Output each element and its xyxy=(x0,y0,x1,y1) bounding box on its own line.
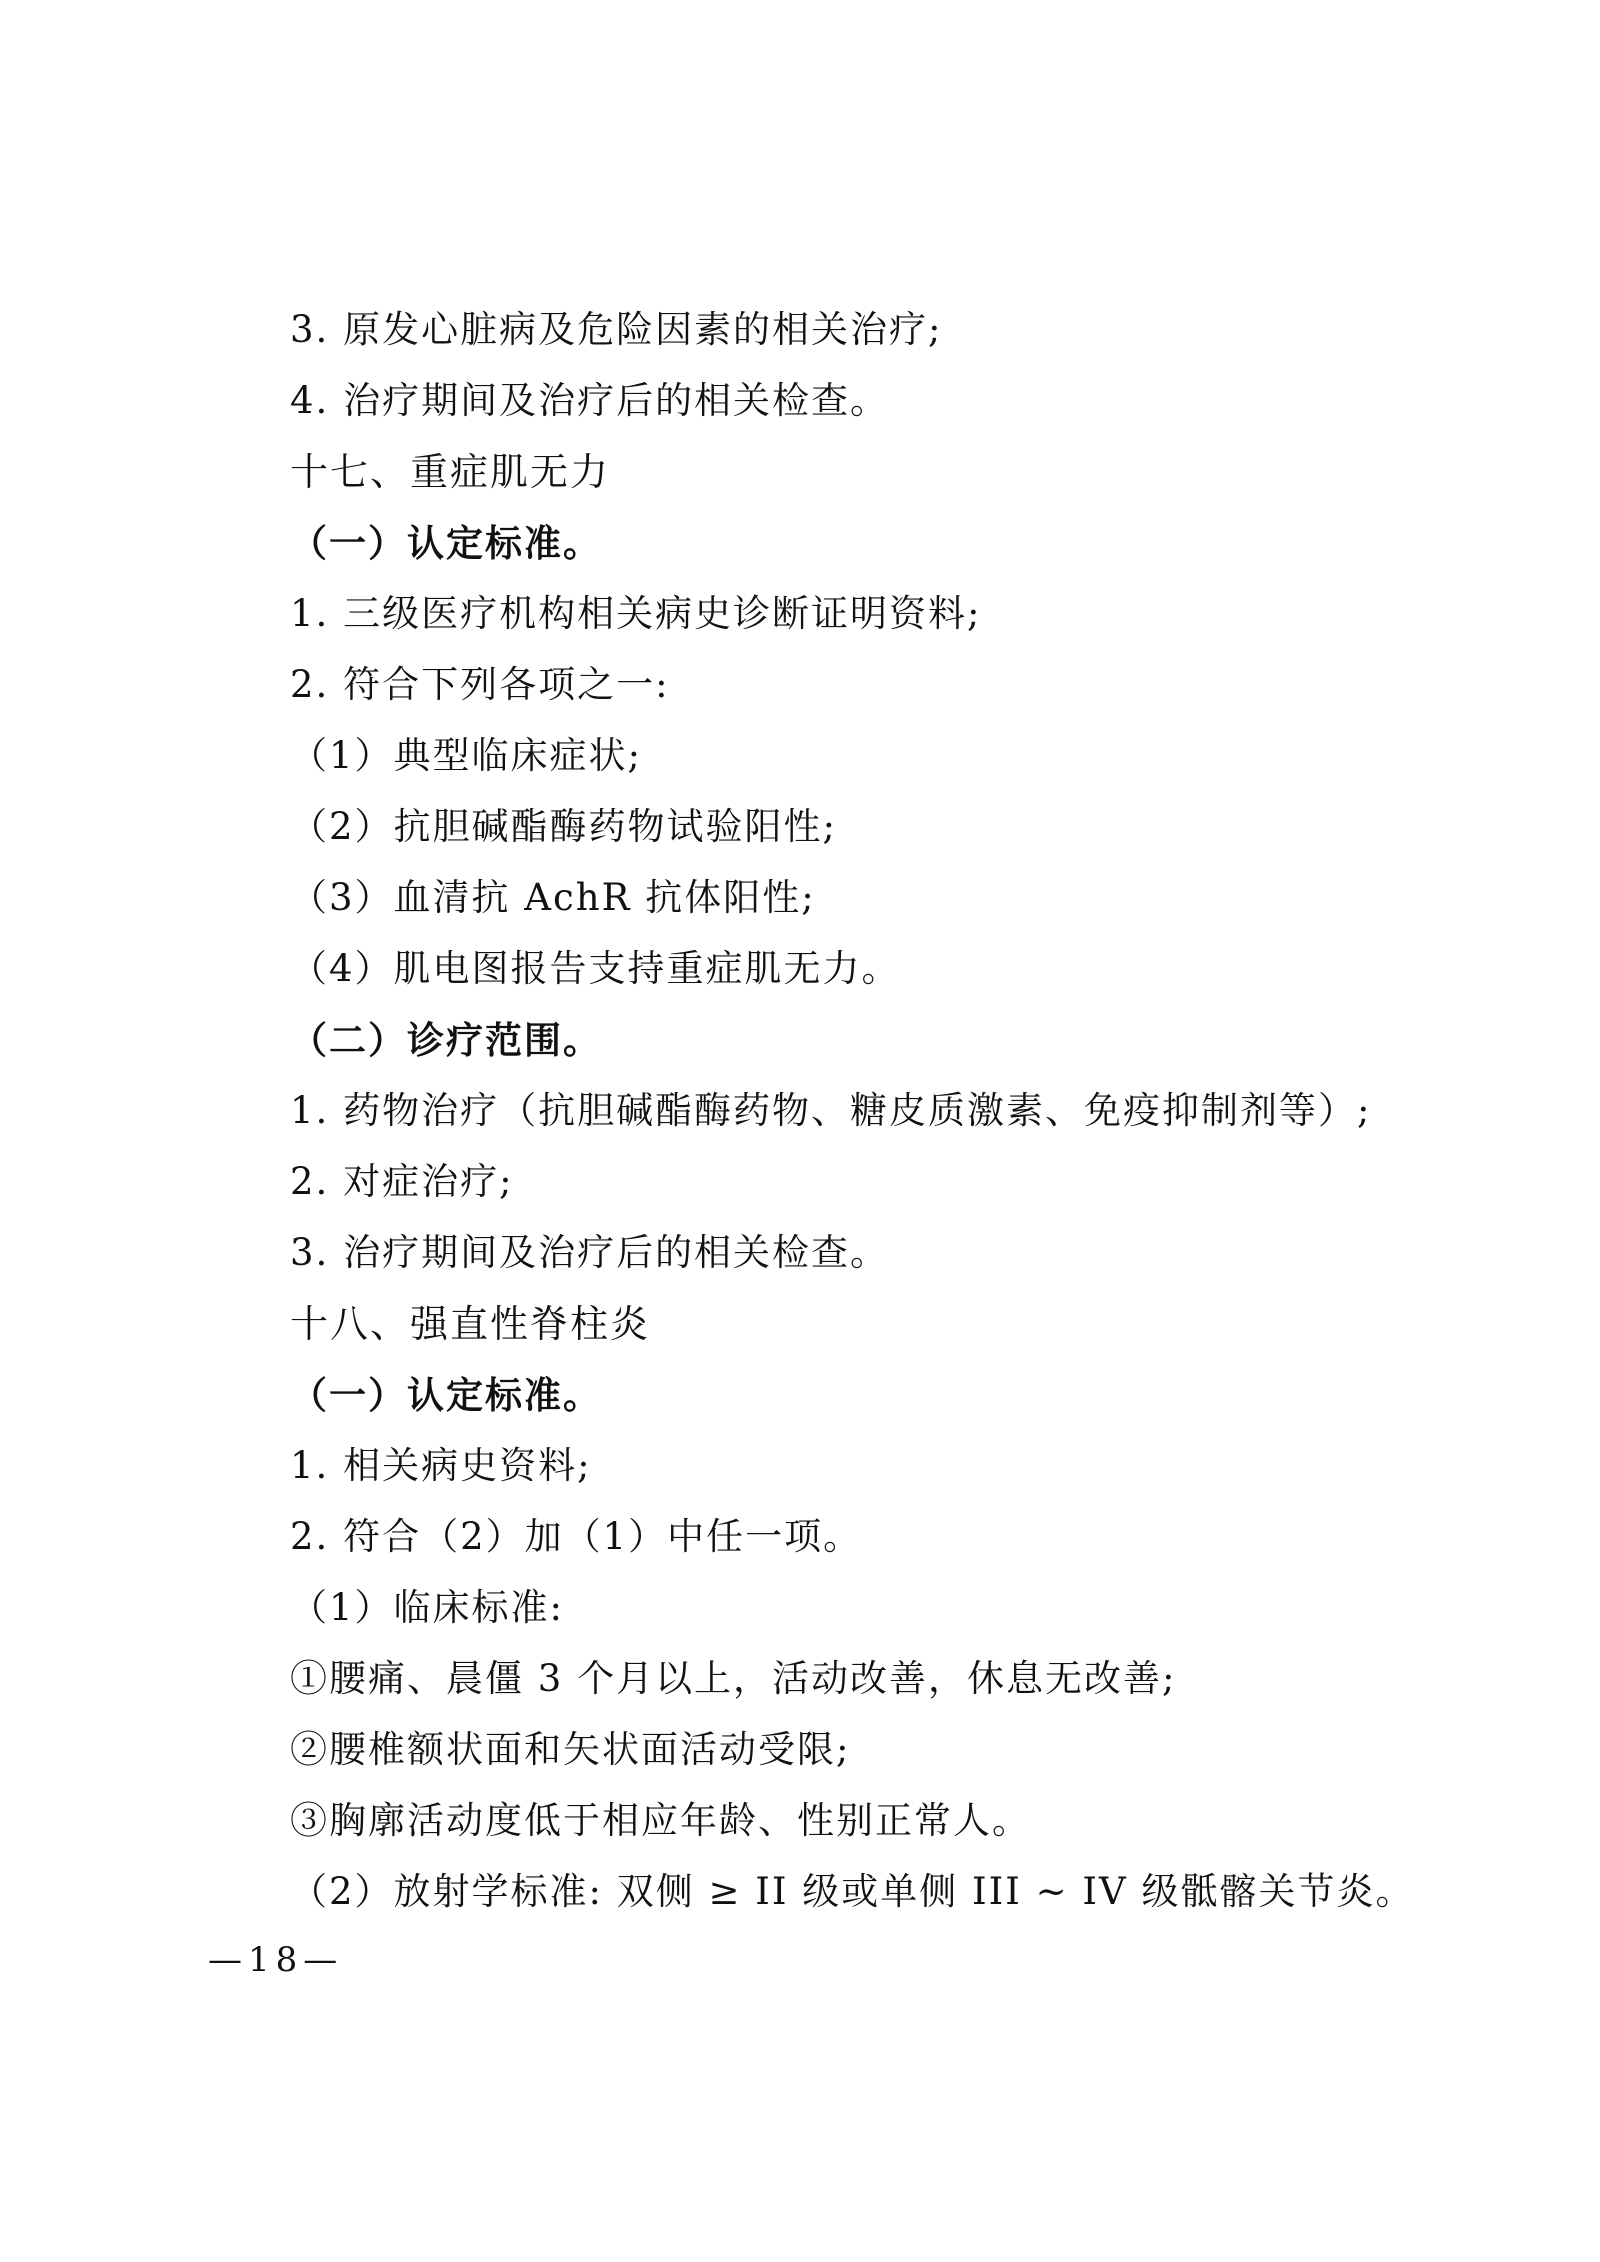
text-line: 3. 原发心脏病及危险因素的相关治疗; xyxy=(290,308,943,351)
section-heading: 十七、重症肌无力 xyxy=(290,450,611,494)
text-line: ②腰椎额状面和矢状面活动受限; xyxy=(290,1728,851,1771)
text-line: 2. 符合下列各项之一: xyxy=(290,663,670,706)
text-line: （4）肌电图报告支持重症肌无力。 xyxy=(290,947,901,990)
text-line: ③胸廓活动度低于相应年龄、性别正常人。 xyxy=(290,1799,1031,1842)
subsection-heading: （一）认定标准。 xyxy=(290,521,602,565)
text-line: 1. 相关病史资料; xyxy=(290,1444,592,1487)
text-line: 2. 符合（2）加（1）中任一项。 xyxy=(290,1515,863,1558)
text-line: 2. 对症治疗; xyxy=(290,1160,514,1203)
subsection-heading: （二）诊疗范围。 xyxy=(290,1018,602,1062)
page-number: —18— xyxy=(208,1940,344,1980)
text-line: 4. 治疗期间及治疗后的相关检查。 xyxy=(290,379,890,422)
text-line: 1. 药物治疗（抗胆碱酯酶药物、糖皮质激素、免疫抑制剂等）; xyxy=(290,1089,1372,1132)
text-line: 1. 三级医疗机构相关病史诊断证明资料; xyxy=(290,592,982,635)
text-line: （3）血清抗 AchR 抗体阳性; xyxy=(290,876,816,919)
text-line: 3. 治疗期间及治疗后的相关检查。 xyxy=(290,1231,890,1274)
subsection-heading: （一）认定标准。 xyxy=(290,1373,602,1417)
text-line: （2）抗胆碱酯酶药物试验阳性; xyxy=(290,805,838,848)
text-line: （1）临床标准: xyxy=(290,1586,565,1629)
text-line: （1）典型临床症状; xyxy=(290,734,643,777)
section-heading: 十八、强直性脊柱炎 xyxy=(290,1302,651,1346)
text-line: （2）放射学标准: 双侧 ≥ II 级或单侧 III ~ IV 级骶髂关节炎。 xyxy=(290,1870,1415,1913)
text-line: ①腰痛、晨僵 3 个月以上，活动改善，休息无改善; xyxy=(290,1657,1177,1700)
